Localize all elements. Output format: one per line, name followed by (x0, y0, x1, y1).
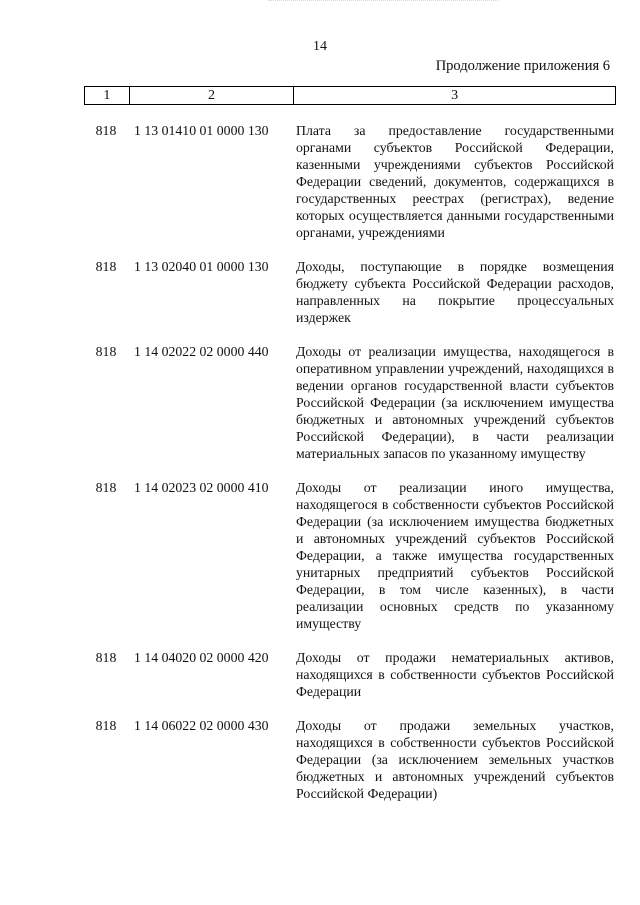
budget-classification-code: 1 13 02040 01 0000 130 (134, 259, 269, 274)
income-description: Доходы от реализации имущества, находящегося в оперативном управлении учреждений, находящихся в ведении органов государственной власти субъектов Российской Федерации (за исключением имущества бюджетных и автономных учреждений субъектов Российской Федерации), в части реализации материальных запасов по указанному имуществу (296, 344, 614, 461)
budget-classification-code: 1 14 04020 02 0000 420 (134, 650, 269, 665)
admin-code: 818 (95, 650, 117, 665)
table-row (84, 479, 616, 632)
table-row (84, 258, 616, 326)
page-number: 14 (313, 39, 327, 54)
admin-code: 818 (95, 344, 117, 359)
table-row (84, 122, 616, 241)
income-description: Доходы от реализации иного имущества, находящегося в собственности субъектов Российской Федерации (за исключением имущества бюджетных и автономных учреждений субъектов Российской Федерации, а также имущества государственных унитарных предприятий субъектов Российской Федерации, в том числе казенных), в части реализации основных средств по указанному имуществу (296, 480, 614, 631)
income-description: Плата за предоставление государственными органами субъектов Российской Федерации, казенными учреждениями субъектов Российской Федерации сведений, документов, содержащихся в государственных реестрах (регистрах), ведение которых осуществляется данными государственными органами, учреждениями (296, 123, 614, 240)
budget-classification-code: 1 14 02022 02 0000 440 (134, 344, 269, 359)
income-description: Доходы от продажи земельных участков, находящихся в собственности субъектов Российской Федерации (за исключением земельных участков бюджетных и автономных учреждений субъектов Российской Федерации) (296, 718, 614, 801)
continuation-label: Продолжение приложения 6 (435, 58, 610, 74)
column-header-table (84, 86, 616, 105)
budget-classification-code: 1 13 01410 01 0000 130 (134, 123, 269, 138)
column-header-row (85, 87, 616, 105)
table-row (84, 649, 616, 700)
admin-code: 818 (95, 480, 117, 495)
income-description: Доходы от продажи нематериальных активов, находящихся в собственности субъектов Российской Федерации (296, 650, 614, 699)
income-description: Доходы, поступающие в порядке возмещения бюджету субъекта Российской Федерации расходов, направленных на покрытие процессуальных издержек (296, 259, 614, 325)
table-row (84, 343, 616, 462)
income-table-body (84, 122, 616, 819)
budget-classification-code: 1 14 06022 02 0000 430 (134, 718, 269, 733)
admin-code: 818 (95, 123, 117, 138)
budget-classification-code: 1 14 02023 02 0000 410 (134, 480, 269, 495)
column-header-2: 2 (129, 87, 293, 105)
admin-code: 818 (95, 259, 117, 274)
column-header-1: 1 (85, 87, 130, 105)
table-row (84, 717, 616, 802)
column-header-3: 3 (294, 87, 616, 105)
admin-code: 818 (95, 718, 117, 733)
scan-edge-artifact (268, 0, 498, 6)
